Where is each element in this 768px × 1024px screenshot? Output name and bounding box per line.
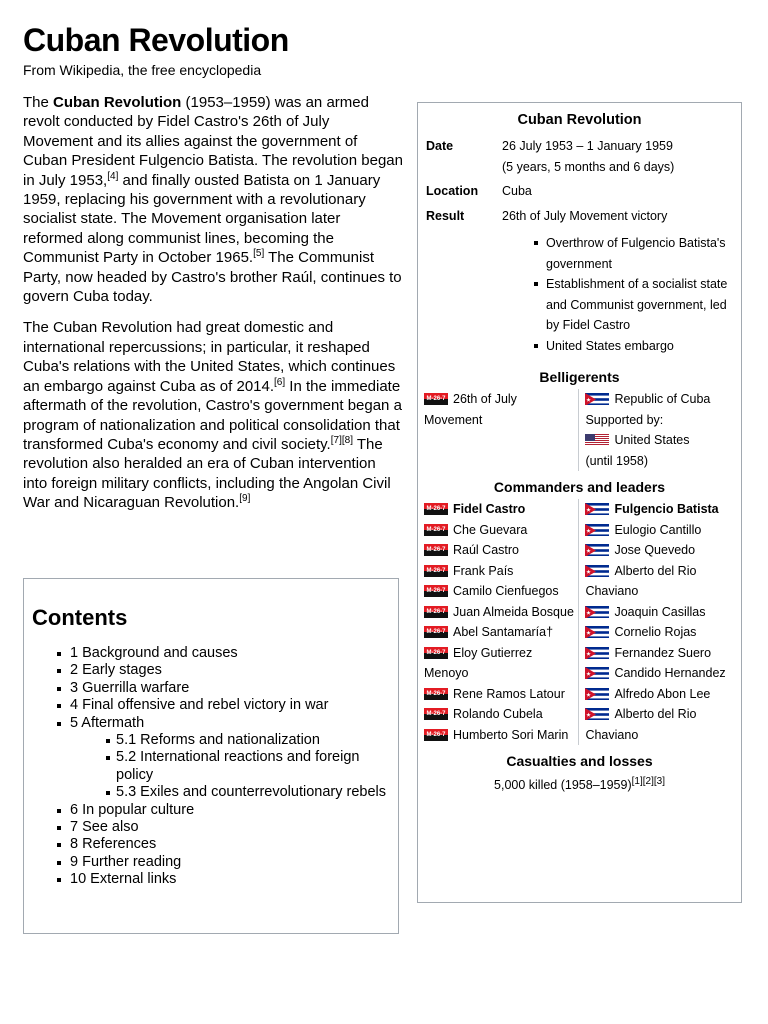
toc-list (32, 645, 390, 889)
m26-flag-icon: M-26-7 (424, 626, 448, 638)
m26-flag-icon: M-26-7 (424, 544, 448, 556)
text-run-bold: Cuban Revolution (53, 94, 182, 111)
infobox-date-row (424, 136, 735, 177)
date-range: 26 July 1953 – 1 January 1959 (502, 139, 673, 153)
reference-link[interactable]: [5] (253, 248, 265, 260)
commander-entry (424, 602, 576, 623)
belligerent-republic-of-cuba[interactable]: Republic of Cuba (614, 392, 711, 406)
commander-entry (424, 499, 576, 520)
commander-name[interactable]: Che Guevara (453, 522, 528, 537)
commander-name[interactable]: Alberto del Rio Chaviano (585, 707, 697, 742)
commander-entry (585, 499, 735, 520)
cuba-flag-svg (585, 688, 609, 700)
text-run: The Communist Party, now headed by Castro's brother Raúl, continues to govern Cuba today. (23, 249, 402, 306)
toc-sublist (70, 732, 390, 802)
article-body (23, 93, 403, 525)
commander-name[interactable]: Camilo Cienfuegos (453, 584, 559, 598)
commander-entry (424, 684, 576, 705)
toc-item-label[interactable]: 5 Aftermath (70, 714, 145, 731)
casualties-text: 5,000 killed (1958–1959) (494, 778, 632, 792)
commander-entry (585, 540, 735, 561)
m26-flag-icon: M-26-7 (424, 524, 448, 536)
text-run: In the immediate aftermath of the revolution, Castro's government began a program of nationalization and political consolidation that transformed Cuba's economy and civil society. (23, 377, 402, 453)
toc-item[interactable] (32, 715, 390, 802)
commander-entry (424, 725, 576, 746)
commanders-left (424, 499, 579, 745)
belligerents-heading: Belligerents (539, 369, 620, 385)
cuba-flag-svg (585, 606, 609, 618)
commander-name[interactable]: Rene Ramos Latour (453, 686, 565, 701)
toc-item[interactable]: 8 References (32, 836, 390, 853)
commander-name[interactable]: Alfredo Abon Lee (614, 686, 711, 701)
cuba-flag-svg (585, 524, 609, 536)
commander-entry (585, 622, 735, 643)
cuba-flag-icon (585, 392, 609, 405)
m26-flag-icon: M-26-7 (424, 688, 448, 700)
commander-name[interactable]: Raúl Castro (453, 543, 519, 557)
location-value[interactable]: Cuba (502, 184, 532, 198)
m26-flag-icon: M-26-7 (424, 606, 448, 618)
usa-flag-svg (585, 434, 609, 446)
toc-title: Contents (32, 605, 128, 630)
commander-entry (424, 520, 576, 541)
infobox (417, 102, 742, 903)
cuba-flag-svg (585, 503, 609, 515)
cuba-flag-icon (585, 625, 609, 638)
cuba-flag-icon (585, 502, 609, 515)
commander-name[interactable]: Eulogio Cantillo (614, 522, 702, 537)
commander-name[interactable]: Humberto Sori Marin (453, 727, 569, 742)
commander-name[interactable]: Fidel Castro (453, 502, 526, 516)
commander-name[interactable]: Joaquin Casillas (614, 604, 706, 619)
text-run: (1953–1959) was an armed revolt conducted by Fidel Castro's 26th of July Movement and its allies against the government of Cuban President Fulgencio Batista. The revolution began in July 1953, (23, 94, 403, 189)
toc-item[interactable]: 10 External links (32, 871, 390, 888)
toc-subitem[interactable]: 5.3 Exiles and counterrevolutionary rebels (70, 784, 390, 801)
m26-flag-icon: M-26-7 (424, 585, 448, 597)
cuba-flag-icon (585, 666, 609, 679)
commander-entry (585, 704, 735, 745)
commander-name[interactable]: Candido Hernandez (614, 666, 726, 680)
infobox-result-row (424, 206, 735, 227)
reference-link[interactable]: [6] (274, 376, 286, 388)
belligerents-right (579, 389, 735, 471)
toc-item[interactable]: 3 Guerrilla warfare (32, 680, 390, 697)
toc-item[interactable]: 7 See also (32, 819, 390, 836)
commander-name[interactable]: Rolando Cubela (453, 707, 543, 721)
commander-entry (424, 643, 576, 684)
page-subtitle: From Wikipedia, the free encyclopedia (23, 62, 262, 78)
belligerent-26th-july[interactable]: 26th of July Movement (424, 392, 517, 427)
cuba-flag-icon (585, 687, 609, 700)
toc-item[interactable]: 4 Final offensive and rebel victory in war (32, 697, 390, 714)
commanders-right (579, 499, 735, 745)
commander-entry (424, 540, 576, 561)
cuba-flag-icon (585, 523, 609, 536)
m26-flag-icon: M-26-7 (424, 647, 448, 659)
infobox-location-row (424, 181, 735, 202)
cuba-flag-icon (585, 707, 609, 720)
commander-name[interactable]: Frank País (453, 563, 514, 578)
text-run: The revolution also heralded an era of Cuban intervention into foreign military conflicts, including the Angolan Civil War and Nicaraguan Revolution. (23, 435, 391, 512)
cuba-flag-icon (585, 605, 609, 618)
cuba-flag-svg (585, 565, 609, 577)
toc-subitem[interactable]: 5.1 Reforms and nationalization (70, 732, 390, 749)
infobox-title: Cuban Revolution (517, 112, 642, 128)
reference-link[interactable]: [4] (107, 170, 119, 182)
commander-entry (424, 581, 576, 602)
commander-name[interactable]: Juan Almeida Bosque (453, 604, 574, 619)
reference-link[interactable]: [9] (239, 493, 251, 505)
commander-entry (585, 643, 735, 664)
casualties-heading: Casualties and losses (506, 753, 653, 769)
m26-flag-icon: M-26-7 (424, 708, 448, 720)
result-item: Establishment of a socialist state and Communist government, led by Fidel Castro (504, 274, 735, 336)
commander-entry (585, 602, 735, 623)
usa-flag-icon (585, 433, 609, 446)
commander-entry (424, 622, 576, 643)
reference-link[interactable]: [7][8] (330, 434, 353, 446)
supporter-note: (until 1958) (585, 453, 648, 468)
cuba-flag-svg (585, 544, 609, 556)
m26-flag-icon: M-26-7 (424, 393, 448, 405)
toc-item[interactable]: 1 Background and causes (32, 645, 390, 662)
belligerents-left (424, 389, 579, 471)
text-run: The Cuban Revolution had great domestic and international repercussions; in particular, it reshaped Cuba's relations with the United States, which continues an embargo against Cuba as of 2014. (23, 319, 396, 395)
commander-name[interactable]: Alberto del Rio Chaviano (585, 563, 697, 598)
cuba-flag-svg (585, 708, 609, 720)
commander-name[interactable]: Fulgencio Batista (614, 502, 719, 516)
commander-name[interactable]: Jose Quevedo (614, 543, 696, 557)
cuba-flag-icon (585, 564, 609, 577)
belligerents-table (424, 389, 735, 471)
date-duration: (5 years, 5 months and 6 days) (502, 159, 675, 174)
commander-name[interactable]: Cornelio Rojas (614, 625, 697, 639)
toc-subitem[interactable]: 5.2 International reactions and foreign policy (70, 749, 390, 784)
result-label: Result (426, 208, 465, 223)
intro-paragraph-1 (23, 93, 403, 306)
commander-entry (424, 561, 576, 582)
commanders-heading: Commanders and leaders (493, 479, 666, 495)
casualties-value (424, 775, 735, 795)
m26-flag-icon: M-26-7 (424, 565, 448, 577)
text-run: and finally ousted Batista on 1 January 1959, replacing his government with a revolutionary socialist state. The Movement organisation later reformed along communist lines, becoming the Communist Party in October 1965. (23, 171, 381, 267)
commander-entry (585, 684, 735, 705)
cuba-flag-icon (585, 646, 609, 659)
commander-name[interactable]: Abel Santamaría† (453, 625, 554, 639)
cuba-flag-svg (585, 393, 609, 405)
toc-item[interactable]: 9 Further reading (32, 854, 390, 871)
commander-entry (424, 704, 576, 725)
commanders-table (424, 499, 735, 745)
text-run: The (23, 94, 54, 111)
cuba-flag-svg (585, 626, 609, 638)
commander-entry (585, 520, 735, 541)
table-of-contents (23, 578, 399, 934)
reference-link[interactable]: [1][2][3] (631, 775, 665, 787)
result-item: United States embargo (504, 336, 735, 357)
commander-entry (585, 663, 735, 684)
toc-item[interactable]: 2 Early stages (32, 662, 390, 679)
cuba-flag-icon (585, 543, 609, 556)
cuba-flag-svg (585, 667, 609, 679)
commander-entry (585, 561, 735, 602)
m26-flag-icon: M-26-7 (424, 729, 448, 741)
page-title: Cuban Revolution (23, 22, 289, 58)
supporter-united-states[interactable]: United States (614, 433, 690, 447)
commander-name[interactable]: Fernandez Suero (614, 645, 712, 660)
intro-paragraph-2 (23, 318, 403, 512)
cuba-flag-svg (585, 647, 609, 659)
location-label: Location (426, 184, 479, 198)
result-value: 26th of July Movement victory (502, 208, 668, 223)
date-value (502, 136, 735, 177)
commander-name[interactable]: Eloy Gutierrez Menoyo (424, 645, 533, 680)
supported-by-label: Supported by: (585, 412, 664, 427)
result-list (504, 233, 735, 356)
m26-flag-icon: M-26-7 (424, 503, 448, 515)
toc-item[interactable]: 6 In popular culture (32, 802, 390, 819)
date-label: Date (426, 139, 454, 153)
result-item: Overthrow of Fulgencio Batista's government (504, 233, 735, 274)
